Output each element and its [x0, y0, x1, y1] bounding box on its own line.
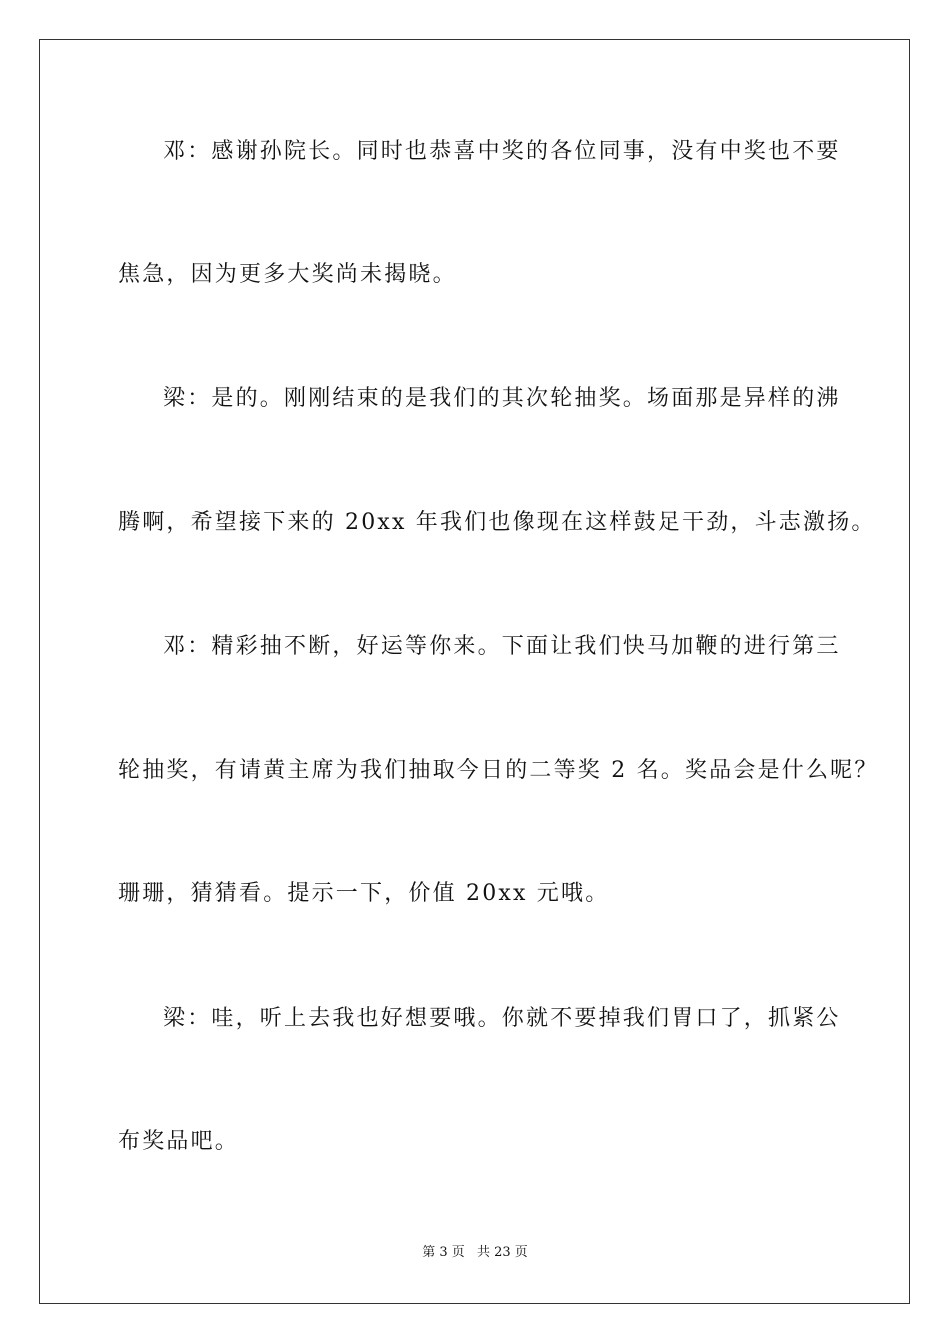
paragraph-line-3: 梁：是的。刚刚结束的是我们的其次轮抽奖。场面那是异样的沸 [163, 386, 841, 411]
paragraph-line-4: 腾啊，希望接下来的 20xx 年我们也像现在这样鼓足干劲，斗志激扬。 [118, 510, 876, 535]
page-number-total: 共 23 页 [476, 1245, 528, 1260]
paragraph-line-8: 梁：哇，听上去我也好想要哦。你就不要掉我们胃口了，抓紧公 [163, 1006, 841, 1031]
paragraph-line-6: 轮抽奖，有请黄主席为我们抽取今日的二等奖 2 名。奖品会是什么呢？ [118, 758, 879, 783]
page-number-current: 第 3 页 [422, 1245, 465, 1260]
paragraph-line-1: 邓：感谢孙院长。同时也恭喜中奖的各位同事，没有中奖也不要 [163, 139, 841, 164]
paragraph-line-2: 焦急，因为更多大奖尚未揭晓。 [118, 262, 457, 287]
paragraph-line-7: 珊珊，猜猜看。提示一下，价值 20xx 元哦。 [118, 881, 610, 906]
paragraph-line-9: 布奖品吧。 [118, 1129, 240, 1154]
page-footer [0, 1244, 950, 1262]
paragraph-line-5: 邓：精彩抽不断，好运等你来。下面让我们快马加鞭的进行第三 [163, 634, 841, 659]
page-frame [39, 39, 910, 1304]
